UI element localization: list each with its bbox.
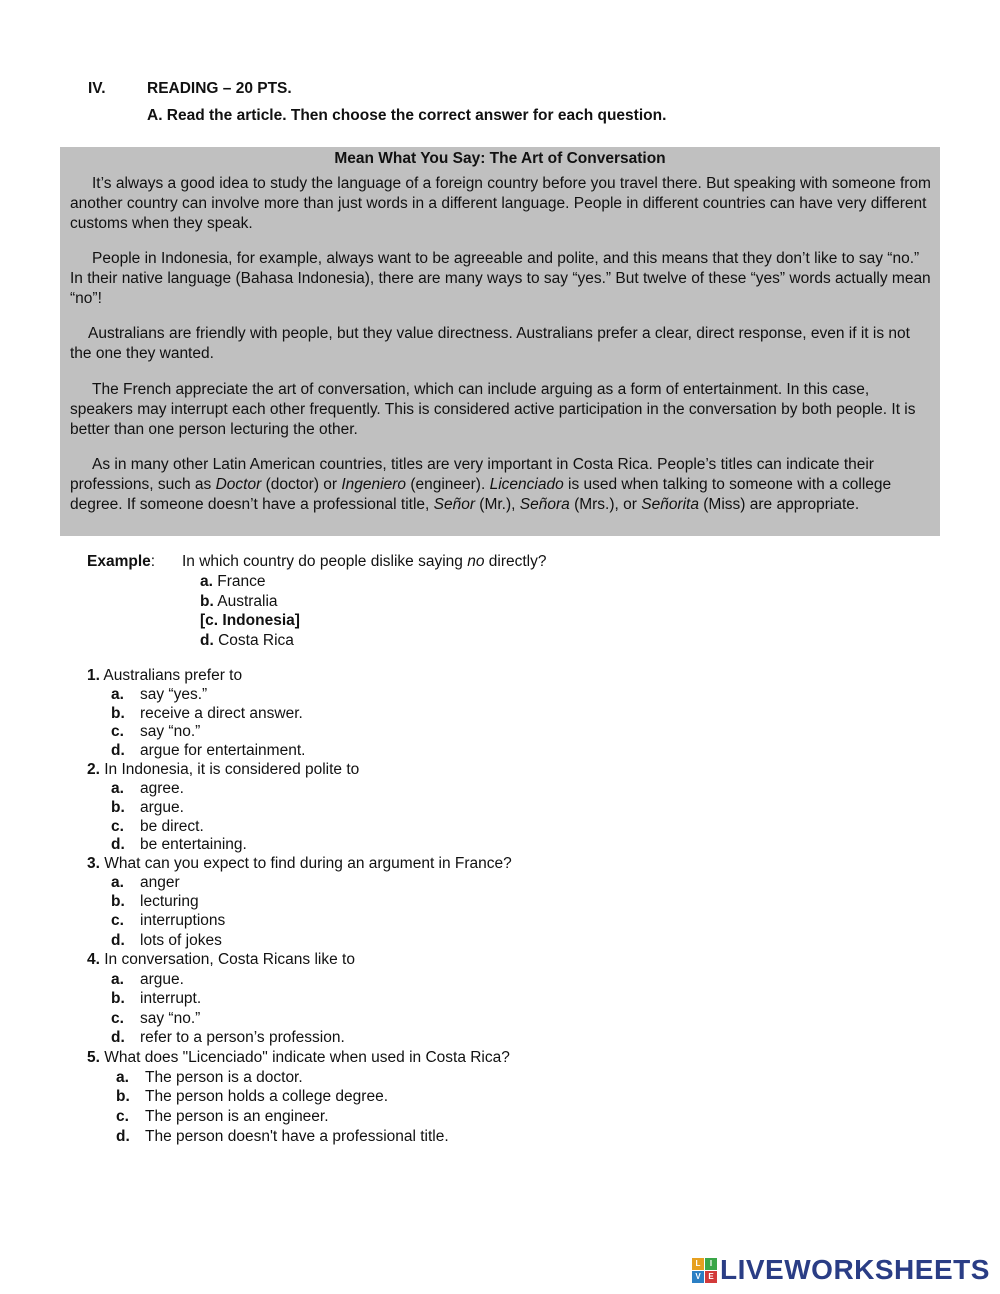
liveworksheets-logo <box>692 1256 990 1284</box>
question-1: 1. Australians prefer to <box>87 667 243 684</box>
question-1-option-a[interactable]: a. say “yes.” <box>111 686 208 703</box>
article-paragraph-1: It’s always a good idea to study the language of a foreign country before you travel there. But speaking with someone from another country can involve more than just words in a different language. People in different countries can have very different customs when they speak. <box>70 175 931 232</box>
question-1-option-c[interactable]: c. say “no.” <box>111 723 201 740</box>
question-2-option-c[interactable]: c. be direct. <box>111 818 204 835</box>
article-box <box>60 147 940 536</box>
example-option-d: d. Costa Rica <box>200 632 294 649</box>
question-4-option-a[interactable]: a. argue. <box>111 971 184 988</box>
example-label: Example: <box>87 553 156 570</box>
question-1-option-b[interactable]: b. receive a direct answer. <box>111 705 303 722</box>
question-3-option-c[interactable]: c. interruptions <box>111 912 226 929</box>
article-paragraph-2: People in Indonesia, for example, always want to be agreeable and polite, and this means that they don’t like to say “no.” In their native language (Bahasa Indonesia), there are many ways to say “yes.” But twelve of these “yes” words actually mean “no”! <box>70 250 931 307</box>
instruction: A. Read the article. Then choose the correct answer for each question. <box>147 107 667 124</box>
example-option-c-answer: [c. Indonesia] <box>200 612 300 629</box>
question-4-option-d[interactable]: d. refer to a person’s profession. <box>111 1029 345 1046</box>
question-2-option-a[interactable]: a. agree. <box>111 780 184 797</box>
question-5-option-d[interactable]: d. The person doesn't have a professional title. <box>116 1128 449 1145</box>
example-question: In which country do people dislike saying no directly? <box>182 553 547 570</box>
liveworksheets-logo-text: LIVEWORKSHEETS <box>720 1254 990 1285</box>
section-title: READING – 20 PTS. <box>147 80 292 97</box>
question-2-option-b[interactable]: b. argue. <box>111 799 184 816</box>
question-3: 3. What can you expect to find during an argument in France? <box>87 855 512 872</box>
question-3-option-d[interactable]: d. lots of jokes <box>111 932 222 949</box>
question-1-option-d[interactable]: d. argue for entertainment. <box>111 742 306 759</box>
article-paragraph-3: Australians are friendly with people, but they value directness. Australians prefer a clear, direct response, even if it is not the one they wanted. <box>70 325 910 362</box>
question-4-option-b[interactable]: b. interrupt. <box>111 990 202 1007</box>
liveworksheets-logo-icon: L I V E <box>692 1258 716 1282</box>
question-2-option-d[interactable]: d. be entertaining. <box>111 836 247 853</box>
question-5: 5. What does "Licenciado" indicate when used in Costa Rica? <box>87 1049 510 1066</box>
question-4-option-c[interactable]: c. say “no.” <box>111 1010 201 1027</box>
question-5-option-a[interactable]: a. The person is a doctor. <box>116 1069 303 1086</box>
question-3-option-b[interactable]: b. lecturing <box>111 893 199 910</box>
question-3-option-a[interactable]: a. anger <box>111 874 180 891</box>
question-5-option-b[interactable]: b. The person holds a college degree. <box>116 1088 388 1105</box>
article-title: Mean What You Say: The Art of Conversation <box>334 150 666 167</box>
article-paragraph-5: As in many other Latin American countries, titles are very important in Costa Rica. People’s titles can indicate their professions, such as Doctor (doctor) or Ingeniero (engineer). Licenciado is used when talking to someone with a college degree. If someone doesn’t have a professional title, Señor (Mr.), Señora (Mrs.), or Señorita (Miss) are appropriate. <box>70 456 892 513</box>
question-2: 2. In Indonesia, it is considered polite to <box>87 761 360 778</box>
question-4: 4. In conversation, Costa Ricans like to <box>87 951 355 968</box>
section-number: IV. <box>88 80 106 97</box>
example-option-a: a. France <box>200 573 266 590</box>
article-paragraph-4: The French appreciate the art of conversation, which can include arguing as a form of entertainment. In this case, speakers may interrupt each other frequently. This is considered active participation in the conversation by both people. It is better than one person lecturing the other. <box>70 381 916 438</box>
example-option-b: b. Australia <box>200 593 278 610</box>
question-5-option-c[interactable]: c. The person is an engineer. <box>116 1108 329 1125</box>
